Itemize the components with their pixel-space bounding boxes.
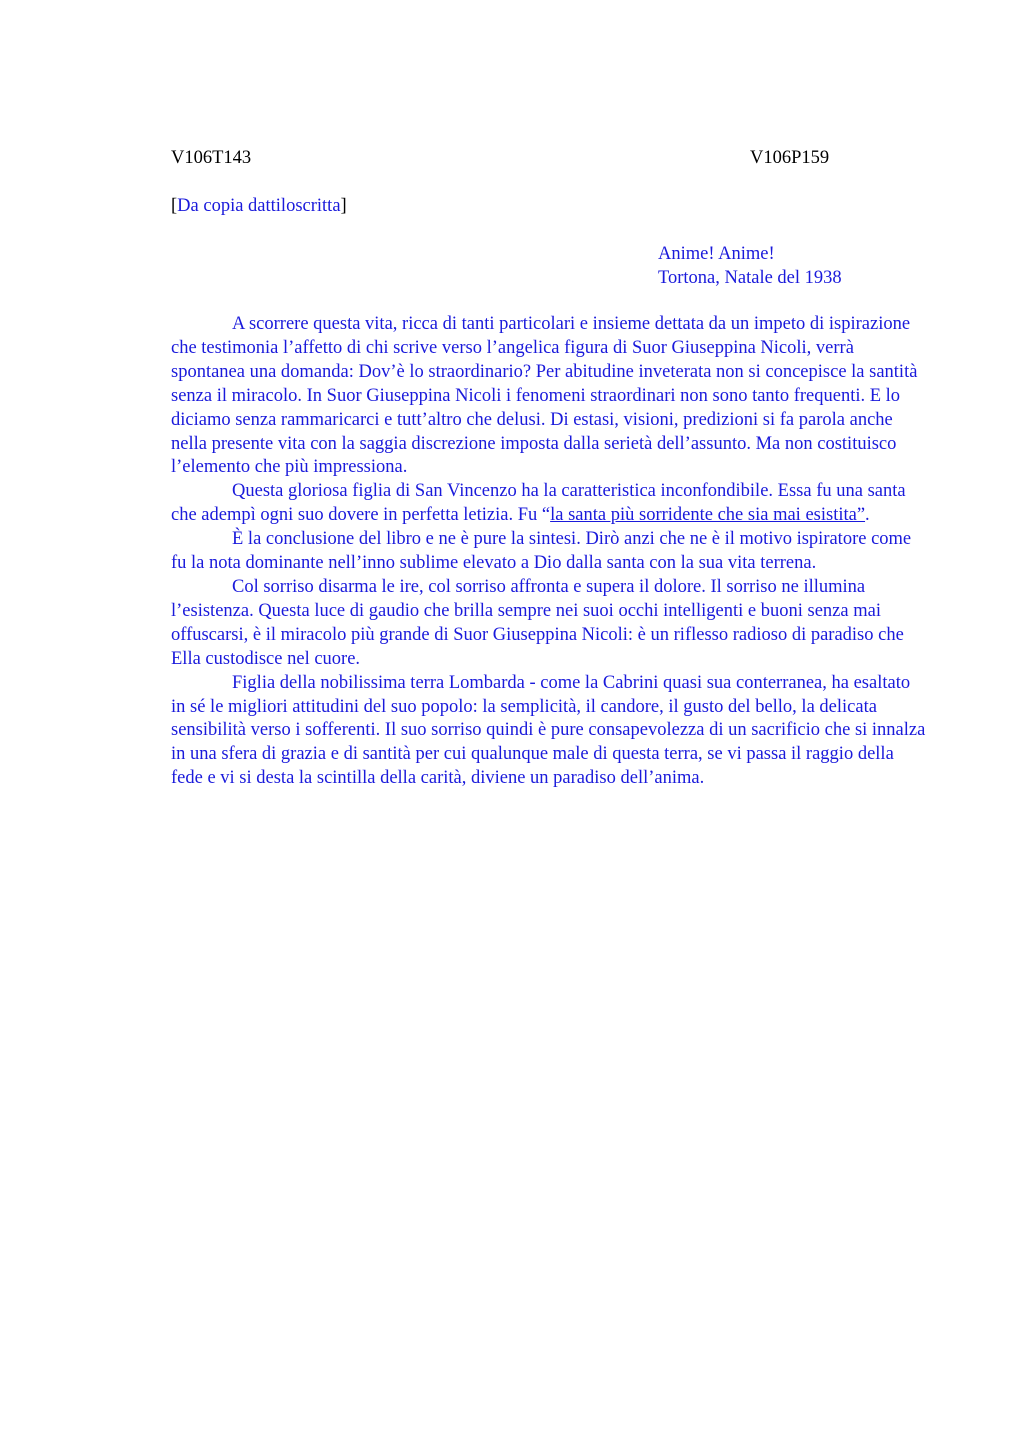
body-text bbox=[171, 313, 927, 791]
heading-place-date: Tortona, Natale del 1938 bbox=[658, 268, 842, 288]
paragraph-5: Figlia della nobilissima terra Lombarda - come la Cabrini quasi sua conterranea, ha esaltato in sé le migliori attitudini del suo popolo: la semplicità, il candore, il gusto del bello, la delicata sensibilità verso i sofferenti. Il suo sorriso quindi è pure consapevolezza di un sacrificio che si innalza in una sfera di grazia e di santità per cui qualunque male di questa terra, se vi passa il raggio della fede e vi si desta la scintilla della carità, diviene un paradiso dell’anima. bbox=[171, 672, 926, 789]
paragraph-4: Col sorriso disarma le ire, col sorriso affronta e supera il dolore. Il sorriso ne illumina l’esistenza. Questa luce di gaudio che brilla sempre nei suoi occhi intelligenti e buoni senza mai offuscarsi, è il miracolo più grande di Suor Giuseppina Nicoli: è un riflesso radioso di paradiso che Ella custodisce nel cuore. bbox=[171, 576, 904, 669]
volume-text-code: V106T143 bbox=[171, 148, 252, 168]
heading-title: Anime! Anime! bbox=[658, 244, 775, 264]
source-open-bracket: [ bbox=[171, 196, 178, 216]
paragraph-2 bbox=[171, 480, 927, 528]
paragraph-3: È la conclusione del libro e ne è pure la sintesi. Dirò anzi che ne è il motivo ispiratore come fu la nota dominante nell’inno sublime elevato a Dio dalla santa con la sua vita terrena. bbox=[171, 529, 912, 574]
source-close-bracket: ] bbox=[340, 196, 347, 216]
letter-heading bbox=[658, 242, 842, 290]
paragraph-1: A scorrere questa vita, ricca di tanti particolari e insieme dettata da un impeto di ispirazione che testimonia l’affetto di chi scrive verso l’angelica figura di Suor Giuseppina Nicoli, verrà spontanea una domanda: Dov’è lo straordinario? Per abitudine inveterata non si concepisce la santità senza il miracolo. In Suor Giuseppina Nicoli i fenomeni straordinari non sono tanto frequenti. E lo diciamo senza rammaricarci e tutt’altro che delusi. Di estasi, visioni, predizioni si fa parola anche nella presente vita con la saggia discrezione imposta dalla serietà dell’assunto. Ma non costituisco l’elemento che più impressiona. bbox=[171, 314, 918, 478]
underlined-quote: la santa più sorridente che sia mai esistita” bbox=[550, 505, 866, 526]
paragraph-2-end: . bbox=[865, 505, 870, 526]
volume-page-code: V106P159 bbox=[750, 148, 830, 168]
source-note bbox=[171, 194, 347, 218]
source-note-text: Da copia dattiloscritta bbox=[177, 196, 341, 216]
paragraph-2-start: Questa gloriosa figlia di San Vincenzo ha la caratteristica inconfondibile. Essa fu una santa che adempì ogni suo dovere in perfetta letizia. Fu “ bbox=[171, 481, 906, 526]
